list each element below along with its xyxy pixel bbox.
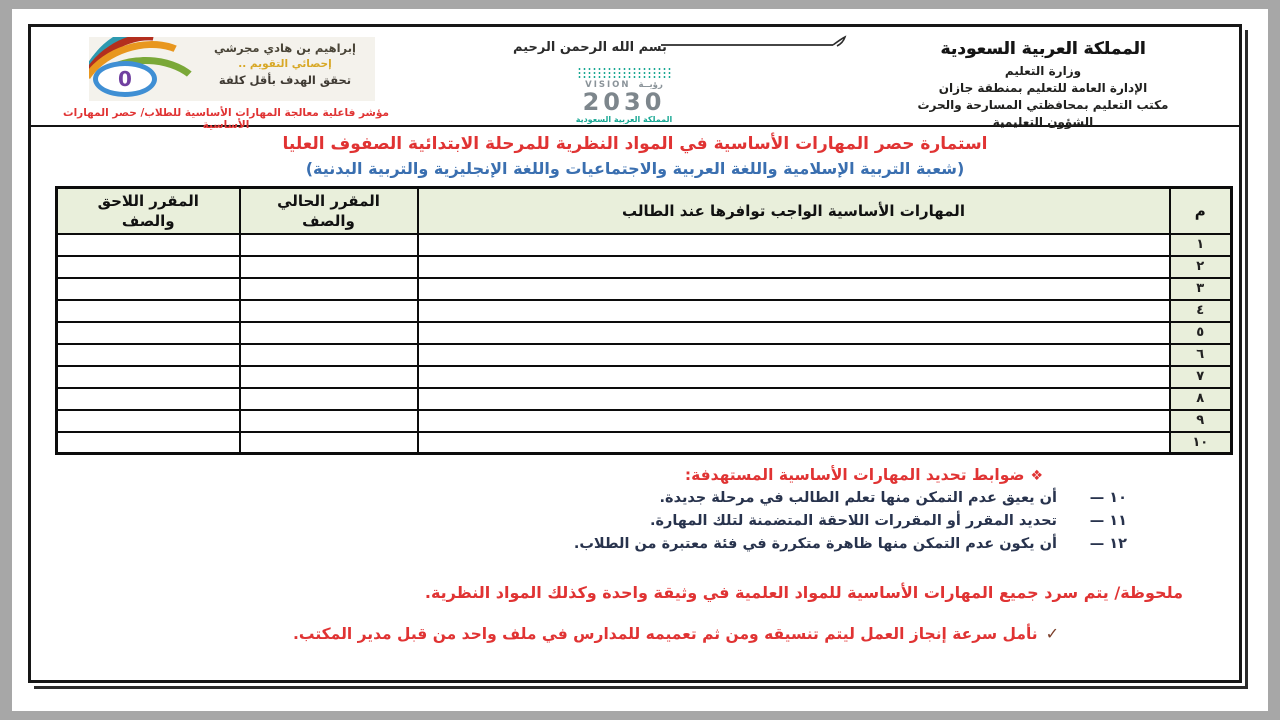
rule-text: تحديد المقرر أو المقررات اللاحقة المتضمنة لتلك المهارة. — [649, 513, 1057, 529]
current-course-cell — [240, 322, 418, 344]
current-course-cell — [240, 344, 418, 366]
check-icon: ✓ — [1045, 624, 1059, 643]
row-number-cell: ٩ — [1170, 410, 1232, 432]
table-row — [57, 432, 1232, 454]
current-course-cell — [240, 388, 418, 410]
row-number-cell: ٣ — [1170, 278, 1232, 300]
col-index: م — [1170, 188, 1232, 234]
table-row — [57, 234, 1232, 256]
current-course-cell — [240, 300, 418, 322]
rule-item — [31, 510, 1127, 533]
rules-section — [31, 464, 1239, 556]
next-course-cell — [57, 410, 240, 432]
document-page — [12, 9, 1268, 711]
row-number-cell: ١ — [1170, 234, 1232, 256]
skill-cell — [418, 344, 1170, 366]
current-course-cell — [240, 256, 418, 278]
skill-cell — [418, 278, 1170, 300]
next-course-cell — [57, 300, 240, 322]
current-course-cell — [240, 410, 418, 432]
current-course-cell — [240, 366, 418, 388]
skill-cell — [418, 366, 1170, 388]
vision-subtitle: المملكة العربية السعودية — [575, 115, 673, 125]
skill-cell — [418, 234, 1170, 256]
table-row — [57, 322, 1232, 344]
skill-cell — [418, 388, 1170, 410]
table-row — [57, 388, 1232, 410]
current-course-cell — [240, 234, 418, 256]
next-course-cell — [57, 366, 240, 388]
rule-item — [31, 533, 1127, 556]
statistician-logo — [89, 37, 375, 101]
ministry-line-1: وزارة التعليم — [1004, 64, 1082, 78]
bismillah-calligraphy — [511, 33, 851, 63]
table-row — [57, 366, 1232, 388]
skill-cell — [418, 322, 1170, 344]
row-number-cell: ٦ — [1170, 344, 1232, 366]
next-course-cell — [57, 278, 240, 300]
ministry-line-3: مكتب التعليم بمحافظتي المسارحة والحرث — [917, 98, 1169, 112]
form-title: استمارة حصر المهارات الأساسية في المواد النظرية للمرحلة الابتدائية الصفوف العليا — [282, 134, 988, 154]
col-current-course: المقرر الحالي والصف — [240, 188, 418, 234]
vision-label-ar: رؤيــة — [638, 80, 663, 90]
table-row — [57, 410, 1232, 432]
ministry-header-block — [893, 39, 1193, 131]
rule-number: ١٢ — — [1089, 536, 1127, 552]
ministry-line-2: الإدارة العامة للتعليم بمنطقة جازان — [938, 81, 1148, 95]
current-course-cell — [240, 278, 418, 300]
rules-heading: ❖ضوابط تحديد المهارات الأساسية المستهدفة: — [684, 466, 1043, 484]
vision-label-en: VISION — [585, 80, 631, 90]
rule-number: ١١ — — [1089, 513, 1127, 529]
row-number-cell: ٢ — [1170, 256, 1232, 278]
table-row — [57, 300, 1232, 322]
rule-item — [31, 487, 1127, 510]
col-next-course: المقرر اللاحق والصف — [57, 188, 240, 234]
diamond-bullet-icon: ❖ — [1030, 468, 1043, 484]
eye-swoosh-logo-icon — [89, 37, 199, 101]
rule-number: ١٠ — — [1089, 490, 1127, 506]
next-course-cell — [57, 256, 240, 278]
next-course-cell — [57, 344, 240, 366]
ministry-line-4: الشؤون التعليمية — [992, 115, 1094, 129]
next-course-cell — [57, 432, 240, 454]
skills-table-header — [57, 188, 1232, 234]
logo-owner-name: إبراهيم بن هادي مجرشي — [214, 41, 356, 55]
vision-emblem-dots-icon — [577, 67, 671, 79]
page-border-frame — [28, 24, 1242, 683]
table-row — [57, 256, 1232, 278]
form-subtitle: (شعبة التربية الإسلامية واللغة العربية والاجتماعيات واللغة الإنجليزية والتربية البدنية) — [305, 159, 965, 178]
logo-text-block — [201, 41, 369, 87]
note-line: ملحوظة/ يتم سرد جميع المهارات الأساسية للمواد العلمية في وثيقة واحدة وكذلك المواد النظرية. — [424, 583, 1183, 602]
rule-text: أن يكون عدم التمكن منها ظاهرة متكررة في فئة معتبرة من الطلاب. — [573, 536, 1057, 552]
form-title-block — [31, 132, 1239, 181]
bismillah-text: بسم الله الرحمن الرحيم — [513, 40, 667, 55]
next-course-cell — [57, 234, 240, 256]
eye-icon: 0 — [93, 61, 157, 97]
current-course-cell — [240, 432, 418, 454]
next-course-cell — [57, 388, 240, 410]
skills-table-body — [57, 234, 1232, 454]
skills-table — [55, 186, 1233, 455]
row-number-cell: ٨ — [1170, 388, 1232, 410]
next-course-cell — [57, 322, 240, 344]
col-skills: المهارات الأساسية الواجب توافرها عند الطالب — [418, 188, 1170, 234]
vision-2030-logo — [559, 67, 689, 124]
row-number-cell: ٥ — [1170, 322, 1232, 344]
skill-cell — [418, 256, 1170, 278]
skill-cell — [418, 432, 1170, 454]
footer-request-line: ✓نأمل سرعة إنجاز العمل ليتم تنسيقه ومن ثم تعميمه للمدارس في ملف واحد من قبل مدير المكتب. — [293, 624, 1059, 643]
skill-cell — [418, 300, 1170, 322]
logo-role: إحصائي التقويم .. — [238, 58, 332, 70]
row-number-cell: ٧ — [1170, 366, 1232, 388]
table-row — [57, 278, 1232, 300]
logo-slogan: تحقق الهدف بأقل كلفة — [218, 73, 352, 87]
document-header — [31, 27, 1239, 131]
kingdom-calligraphy: المملكة العربية السعودية — [940, 39, 1146, 59]
table-row — [57, 344, 1232, 366]
rule-text: أن يعيق عدم التمكن منها تعلم الطالب في مرحلة جديدة. — [659, 490, 1057, 506]
row-number-cell: ٤ — [1170, 300, 1232, 322]
row-number-cell: ١٠ — [1170, 432, 1232, 454]
skill-cell — [418, 410, 1170, 432]
vision-year: 2030 — [582, 88, 666, 116]
indicator-caption: مؤشر فاعلية معالجة المهارات الأساسية للطلاب/ حصر المهارات الأساسية — [63, 107, 389, 131]
